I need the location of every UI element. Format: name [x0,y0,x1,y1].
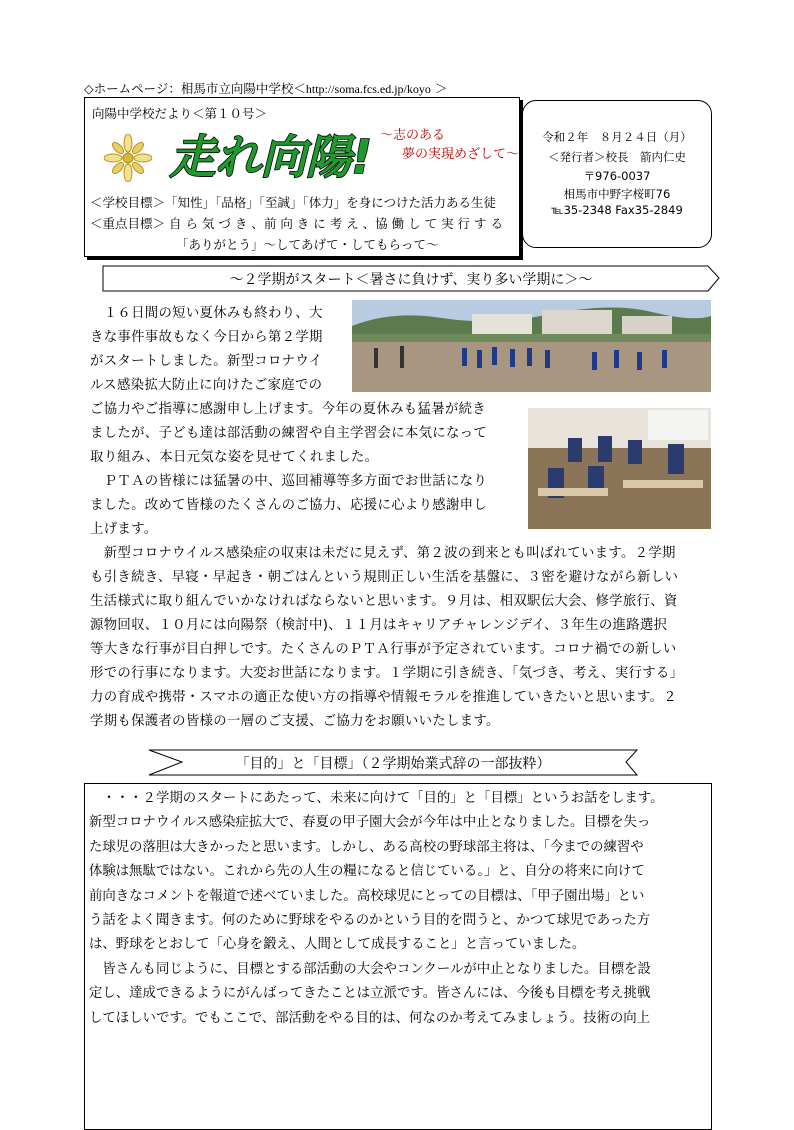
text-line: きな事件事故もなく今日から第２学期 [90,330,323,345]
text-line: 取り組み、本日元気な姿を見せてくれました。 [90,450,379,465]
text-line: 学期も保護者の皆様の一層のご支援、ご協力をお願いいたします。 [90,714,500,729]
text-line: 新型コロナウイルス感染症拡大で、春夏の甲子園大会が今年は中止となりました。目標を失っ [89,815,651,831]
issue-date: 令和２年 ８月２４日（月） [542,130,692,144]
school-goal: ＜学校目標＞「知性」「品格」「至誠」「体力」を身につけた活力ある生徒 [90,195,497,210]
publisher: ＜発行者＞校長 箭内仁史 [548,150,686,164]
school-emblem-icon [104,134,152,182]
section1-intro [90,302,352,398]
text-line: がスタートしました。新型コロナウイ [90,354,323,369]
postal-code: 〒976-0037 [583,169,651,183]
text-line: 力の育成や携帯・スマホの適正な使い方の指導や情報モラルを推進していきたいと思います。２ [90,690,677,705]
section1-heading: ～２学期がスタート＜暑さに負けず、実り多い学期に＞～ [229,272,593,288]
text-line: １６日間の短い夏休みも終わり、大 [90,306,323,321]
text-line: ・・・２学期のスタートにあたって、未来に向けて「目的」と「目標」というお話をします。 [89,791,664,806]
homepage-suffix: ＞ [434,81,448,96]
newsletter-title [168,125,378,183]
section1-body [90,398,526,542]
text-line: 源物回収、１０月には向陽祭（検討中)、１１月はキャリアチャレンジデイ、３年生の進路選択 [90,618,668,633]
text-line: 形での行事になります。大変お世話になります。１学期に引き続き、「気づき、考え、実行する」 [90,666,684,681]
text-line: 新型コロナウイルス感染症の収束は未だに見えず、第２波の到来とも叫ばれています。２学期 [90,546,676,561]
text-line: も引き続き、早寝・早起き・朝ごはんという規則正しい生活を基盤に、３密を避けながら新しい [90,570,679,585]
homepage-line [84,79,447,97]
speech-excerpt [89,787,709,1031]
text-line: た球児の落胆は大きかったと思います。しかし、ある高校の野球部主将は、「今までの練習や [89,839,644,855]
text-line: してほしいです。でもここで、部活動をやる目的は、何なのか考えてみましょう。技術の向上 [89,1010,651,1026]
sports-field-photo [352,300,711,392]
section2-heading: 「目的」と「目標」（２学期始業式辞の一部抜粋） [235,756,551,772]
text-line: 皆さんも同じように、目標とする部活動の大会やコンクールが中止となりました。目標を設 [89,961,651,977]
text-line: 上げます。 [90,522,158,537]
text-line: ご協力やご指導に感謝申し上げます。今年の夏休みも猛暑が続き [90,402,486,417]
phone-fax: ℡35-2348 Fax35-2849 [551,203,683,217]
section1-paragraph-2 [90,542,714,734]
focus-goal: ＜重点目標＞ 自 ら 気 づ き 、前 向 き に 考 え 、協 働 し て 実 行 す る [90,216,503,231]
tagline-line-1: ～志のある [380,128,446,143]
text-line: 前向きなコメントを報道で述べていました。高校球児にとっての目標は、「甲子園出場」とい [89,888,645,904]
text-line: 等大きな行事が目白押しです。たくさんのＰＴＡ行事が予定されています。コロナ禍での新しい [90,642,677,657]
text-line: 生活様式に取り組んでいかなければならないと思います。９月は、相双駅伝大会、修学旅行、資 [90,594,678,609]
text-line: は、野球をとおして「心身を鍛え、人間として成長すること」と言っていました。 [89,937,586,953]
text-line: ましたが、子ども達は部活動の練習や自主学習会に本気になって [90,426,488,441]
classroom-photo [528,408,711,529]
tagline [380,126,519,164]
homepage-label: ◇ホームページ：相馬市立向陽中学校＜ [84,81,306,96]
text-line: ルス感染拡大防止に向けたご家庭での [90,378,323,393]
address: 相馬市中野字桜町76 [563,187,671,201]
motto: 「ありがとう」～してあげて・してもらって～ [176,237,439,252]
text-line: う話をよく聞きます。何のために野球をやるのかという目的を問うと、かつて球児であった方 [89,913,651,929]
tagline-line-2: 夢の実現めざして～ [402,147,520,162]
issue-label: 向陽中学校だより＜第１０号＞ [92,106,268,121]
speech-excerpt-box [84,783,712,1130]
text-line: 定し、達成できるようにがんばってきたことは立派です。皆さんには、今後も目標を考え挑戦 [89,986,651,1002]
text-line: ＰＴＡの皆様には猛暑の中、巡回補導等多方面でお世話になり [90,474,488,489]
text-line: ました。改めて皆様のたくさんのご協力、応援に心より感謝申し [90,498,488,513]
publisher-info-box [522,100,712,248]
title-text: 走れ向陽! [169,130,372,183]
text-line: 体験は無駄ではない。これから先の人生の糧になると信じている。」と、自分の将来に向けて [89,864,645,880]
homepage-url[interactable]: http://soma.fcs.ed.jp/koyo [305,82,431,96]
